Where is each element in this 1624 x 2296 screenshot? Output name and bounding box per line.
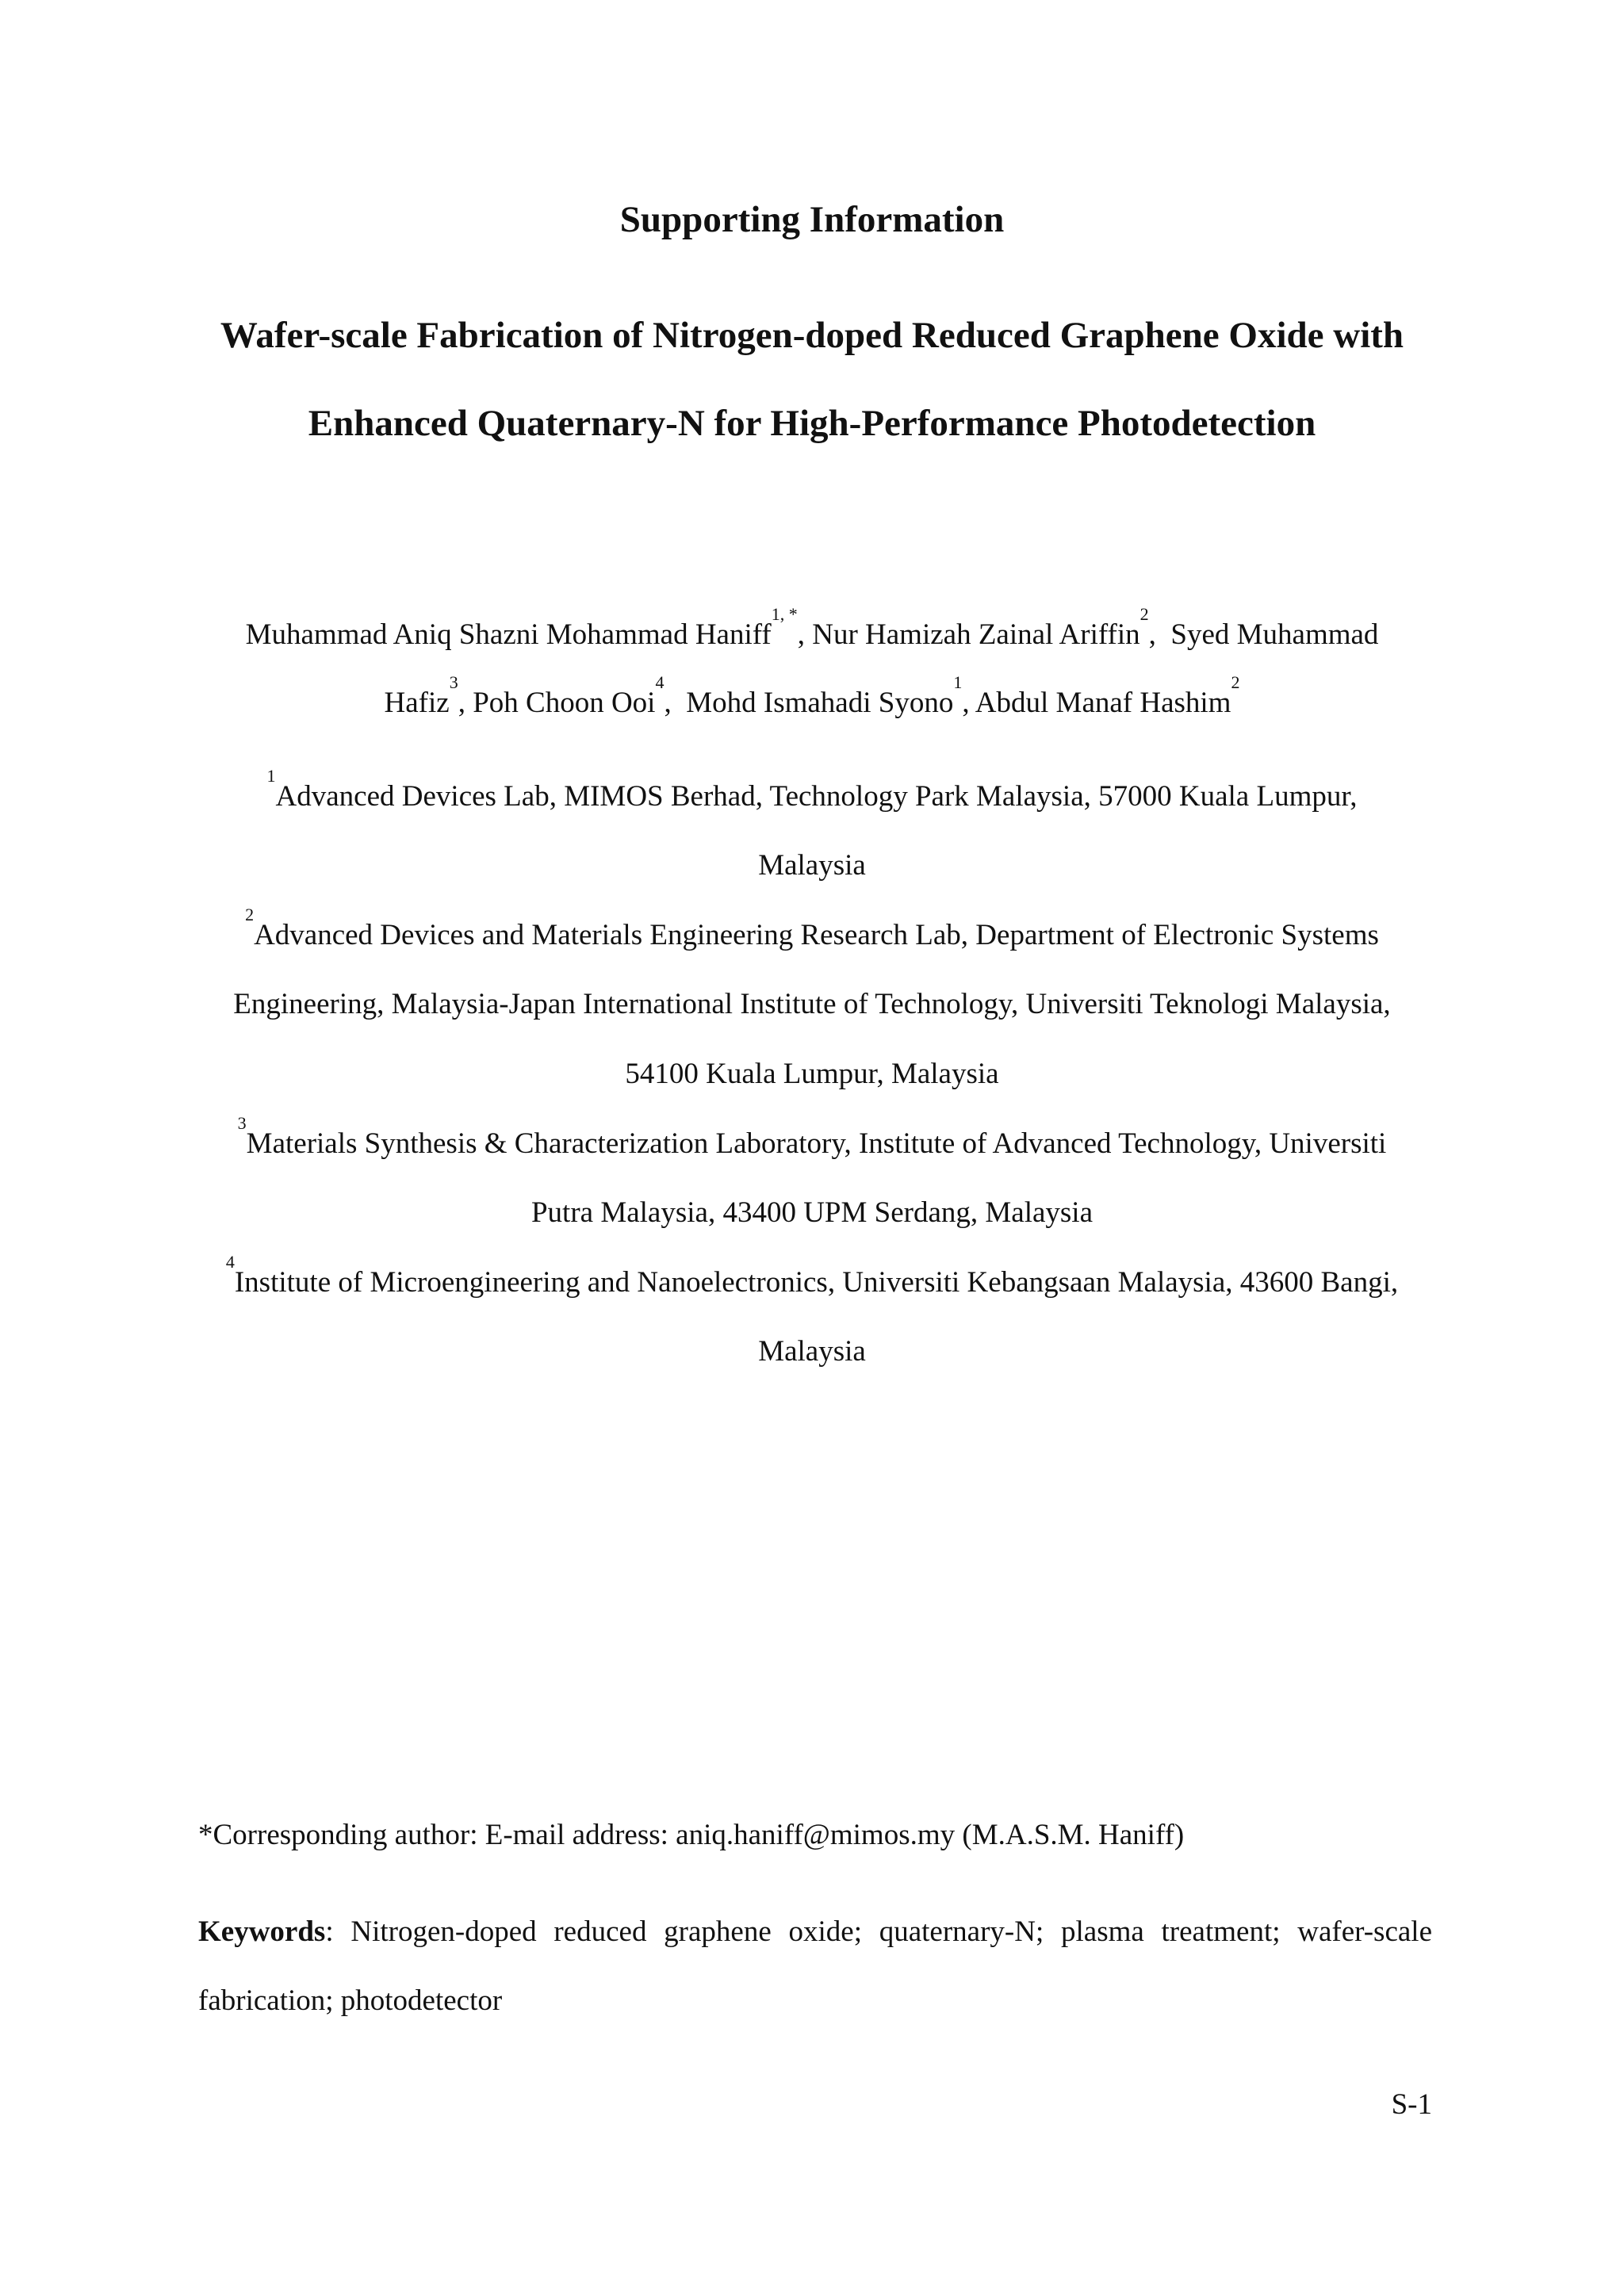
affiliation-2-line-2: Engineering, Malaysia-Japan International Institute of Technology, Universiti Teknologi Malaysia, <box>233 988 1391 1020</box>
author-name: Poh Choon Ooi <box>473 687 656 719</box>
keywords-text: : Nitrogen-doped reduced graphene oxide; quaternary-N; plasma treatment; wafer-scale <box>325 1915 1432 1948</box>
author-separator: , <box>664 687 687 719</box>
author-name: Mohd Ismahadi Syono <box>686 687 954 719</box>
affiliation-text: Institute of Microengineering and Nanoelectronics, Universiti Kebangsaan Malaysia, 43600 Bangi, <box>234 1266 1399 1299</box>
affiliation-1-line-1 <box>0 766 1624 813</box>
paper-title-line-2: Enhanced Quaternary-N for High-Performance Photodetection <box>308 403 1316 444</box>
affiliation-text: Advanced Devices Lab, MIMOS Berhad, Technology Park Malaysia, 57000 Kuala Lumpur, <box>275 780 1358 813</box>
author-separator: , <box>1148 618 1171 651</box>
author-separator: , <box>797 618 813 651</box>
author-name: Nur Hamizah Zainal Ariffin <box>812 618 1140 651</box>
author-affiliation-mark: 2 <box>1231 672 1240 692</box>
affiliation-1-line-2: Malaysia <box>758 849 866 882</box>
author-affiliation-mark: 3 <box>449 672 458 692</box>
author-list-line-1 <box>0 604 1624 652</box>
supporting-info-heading: Supporting Information <box>619 199 1005 240</box>
author-affiliation-mark: 4 <box>655 672 665 692</box>
keywords-line-2: fabrication; photodetector <box>198 1984 503 2017</box>
affiliation-text: Advanced Devices and Materials Engineering Research Lab, Department of Electronic Systems <box>254 919 1379 951</box>
author-name: Hafiz <box>384 687 450 719</box>
author-affiliation-mark: 1, * <box>771 604 798 624</box>
affiliation-number: 1 <box>266 766 276 786</box>
affiliation-text: Materials Synthesis & Characterization Laboratory, Institute of Advanced Technology, Universiti <box>246 1127 1387 1160</box>
author-separator: , <box>962 687 975 719</box>
corresponding-author: *Corresponding author: E-mail address: aniq.haniff@mimos.my (M.A.S.M. Haniff) <box>198 1819 1185 1851</box>
keywords-line-1 <box>198 1915 1432 1949</box>
affiliation-3-line-1 <box>0 1113 1624 1161</box>
affiliation-2-line-1 <box>0 905 1624 952</box>
affiliation-number: 2 <box>245 905 255 924</box>
page-number: S-1 <box>1391 2088 1432 2121</box>
author-affiliation-mark: 1 <box>953 672 963 692</box>
affiliation-2-line-3: 54100 Kuala Lumpur, Malaysia <box>625 1058 999 1090</box>
affiliation-4-line-1 <box>0 1252 1624 1299</box>
keywords-label: Keywords <box>198 1915 326 1948</box>
affiliation-3-line-2: Putra Malaysia, 43400 UPM Serdang, Malaysia <box>530 1196 1094 1229</box>
author-separator: , <box>458 687 473 719</box>
author-affiliation-mark: 2 <box>1139 604 1149 624</box>
author-name: Abdul Manaf Hashim <box>975 687 1231 719</box>
affiliation-number: 3 <box>237 1113 247 1133</box>
affiliation-4-line-2: Malaysia <box>758 1335 866 1368</box>
affiliation-number: 4 <box>225 1252 235 1272</box>
paper-title-line-1: Wafer-scale Fabrication of Nitrogen-doped Reduced Graphene Oxide with <box>220 315 1404 356</box>
author-name: Muhammad Aniq Shazni Mohammad Haniff <box>245 618 772 651</box>
author-list-line-2 <box>0 672 1624 720</box>
author-name: Syed Muhammad <box>1170 618 1379 651</box>
